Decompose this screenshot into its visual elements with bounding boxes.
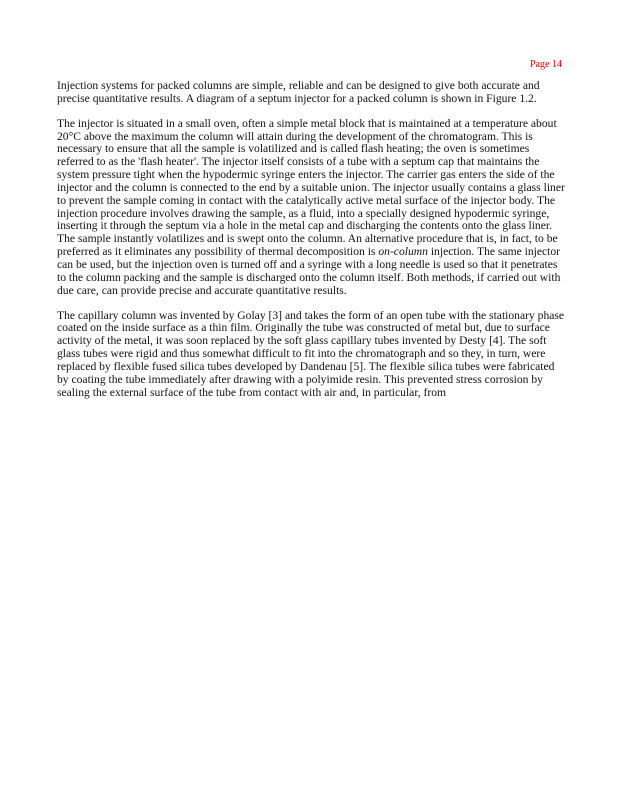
on-column-emphasis: on-column [378,245,428,259]
document-body [57,80,565,411]
paragraph-injector-description [57,118,565,298]
page-number: Page 14 [530,59,562,70]
paragraph-capillary-column: The capillary column was invented by Golay [3] and takes the form of an open tube with the stationary phase coated on the inside surface as a thin film. Originally the tube was constructed of metal but, due to surface activity of the metal, it was soon replaced by the soft glass capillary tubes invented by Desty [4]. The soft glass tubes were rigid and thus somewhat difficult to fit into the chromatograph and so they, in turn, were replaced by flexible fused silica tubes developed by Dandenau [5]. The flexible silica tubes were fabricated by coating the tube immediately after drawing with a polyimide resin. This prevented stress corrosion by sealing the external surface of the tube from contact with air and, in particular, from [57,308,565,399]
paragraph-injector-text-before: The injector is situated in a small oven, often a simple metal block that is maintained at a temperature about 20°C above the maximum the column will attain during the development of the chromatogram. This is necessary to ensure that all the sample is volatilized and is called flash heating; the oven is sometimes referred to as the 'flash heater'. The injector itself consists of a tube with a septum cap that maintains the system pressure tight when the hypodermic syringe enters the injector. The carrier gas enters the side of the injector and the column is connected to the end by a suitable union. The injector usually contains a glass liner to prevent the sample coming in contact with the catalytically active metal surface of the injector body. The injection procedure involves drawing the sample, as a fluid, into a specially designed hypodermic syringe, inserting it through the septum via a hole in the metal cap and discharging the contents onto the glass liner. The sample instantly volatilizes and is swept onto the column. An alternative procedure that is, in fact, to be preferred as it eliminates any possibility of thermal decomposition is [57,116,565,259]
paragraph-injector-text-after: injection. The same injector can be used, but the injection oven is turned off and a syringe with a long needle is used so that it penetrates to the column packing and the sample is discharged onto the column itself. Both methods, if carried out with due care, can provide precise and accurate quantitative results. [57,245,561,297]
paragraph-packed-column-injection: Injection systems for packed columns are simple, reliable and can be designed to give both accurate and precise quantitative results. A diagram of a septum injector for a packed column is shown in Figure 1.2. [57,79,540,105]
